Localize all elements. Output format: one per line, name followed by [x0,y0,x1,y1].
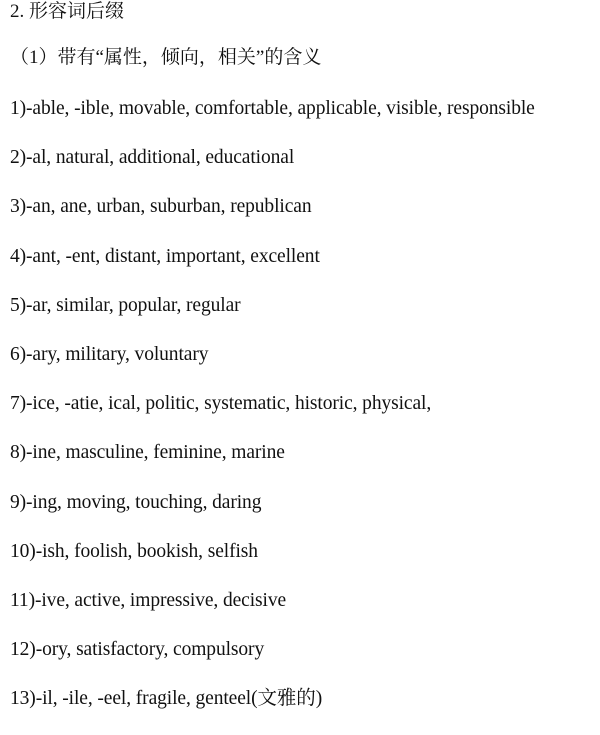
list-item: 4)-ant, -ent, distant, important, excellent [10,245,320,267]
list-item: 9)-ing, moving, touching, daring [10,491,262,513]
list-item: 8)-ine, masculine, feminine, marine [10,442,285,464]
list-item: 6)-ary, military, voluntary [10,343,209,365]
list-item: 2)-al, natural, additional, educational [10,147,295,169]
list-item: 10)-ish, foolish, bookish, selfish [10,540,258,562]
list-item: 13)-il, -ile, -eel, fragile, genteel(文雅的) [10,688,323,710]
list-item: 12)-ory, satisfactory, compulsory [10,639,265,661]
list-item: 3)-an, ane, urban, suburban, republican [10,196,312,218]
list-item: 11)-ive, active, impressive, decisive [10,589,287,611]
subsection-heading: （1）带有“属性，倾向，相关”的含义 [10,47,322,68]
section-heading: 2. 形容词后缀 [10,1,125,22]
list-item: 1)-able, -ible, movable, comfortable, applicable, visible, responsible [10,98,535,119]
list-item: 7)-ice, -atie, ical, politic, systematic, historic, physical, [10,393,432,415]
list-item: 5)-ar, similar, popular, regular [10,294,241,316]
suffix-list [10,96,535,735]
